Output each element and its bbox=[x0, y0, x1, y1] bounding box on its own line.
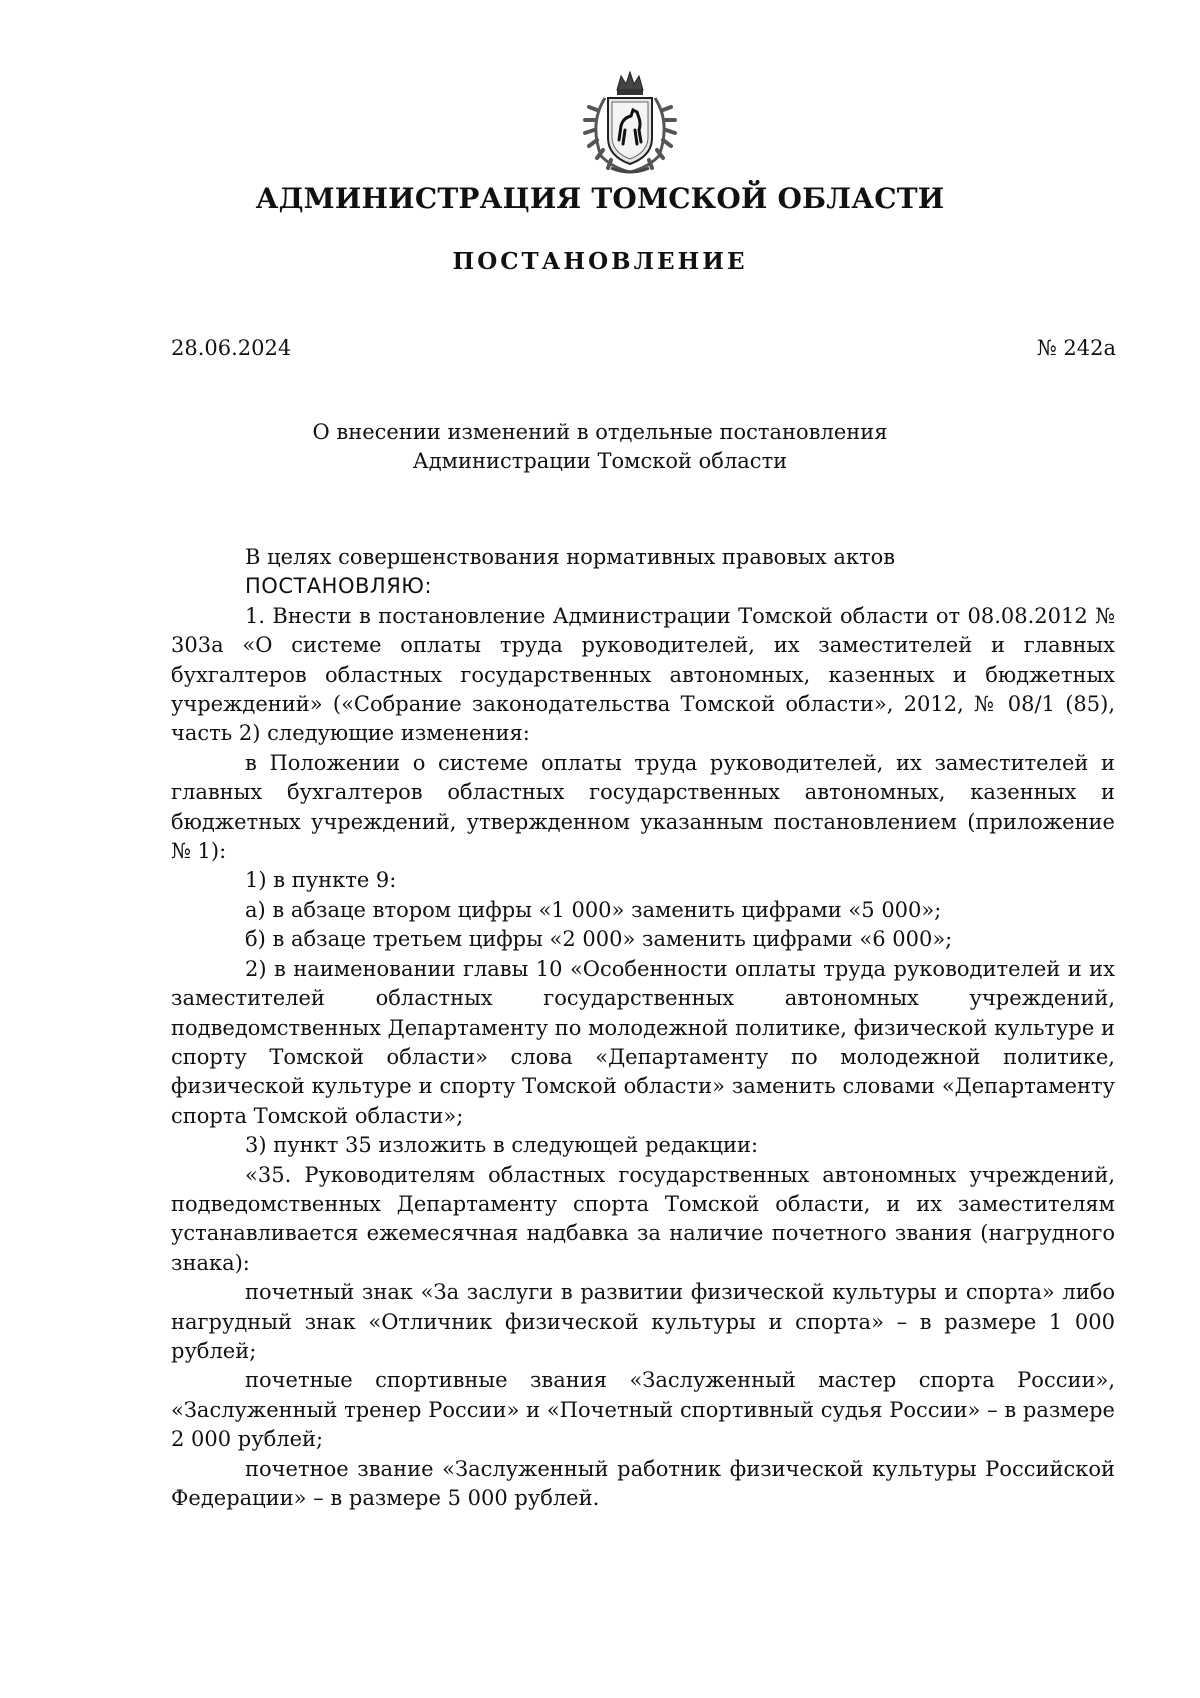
body-paragraph: в Положении о системе оплаты труда руководителей, их заместителей и главных бухгалтеров областных государственных автономных, казенных и бюджетных учреждений, утвержденном указанным постановлением (приложение № 1): bbox=[171, 750, 1115, 864]
document-number: № 242а bbox=[1036, 336, 1116, 360]
body-paragraph: а) в абзаце втором цифры «1 000» заменить цифрами «5 000»; bbox=[245, 897, 942, 922]
body-paragraph: б) в абзаце третьем цифры «2 000» заменить цифрами «6 000»; bbox=[245, 927, 953, 952]
body-paragraph: 1. Внести в постановление Администрации Томской области от 08.08.2012 № 303а «О системе оплаты труда руководителей, их заместителей и главных бухгалтеров областных государственных автономных, казенных и бюджетных учреждений» («Собрание законодательства Томской области», 2012, № 08/1 (85), часть 2) следующие изменения: bbox=[171, 603, 1115, 746]
body-paragraph: 2) в наименовании главы 10 «Особенности оплаты труда руководителей и их заместителей областных государственных автономных учреждений, подведомственных Департаменту по молодежной политике, физической культуре и спорту Томской области» слова «Департаменту по молодежной политике, физической культуре и спорту Томской области» заменить словами «Департаменту спорта Томской области»; bbox=[171, 956, 1115, 1128]
decree-word: ПОСТАНОВЛЯЮ: bbox=[245, 574, 433, 599]
body-paragraph: почетное звание «Заслуженный работник физической культуры Российской Федерации» – в размере 5 000 рублей. bbox=[171, 1456, 1115, 1510]
organization-title: АДМИНИСТРАЦИЯ ТОМСКОЙ ОБЛАСТИ bbox=[255, 182, 945, 215]
body-paragraph: 3) пункт 35 изложить в следующей редакции: bbox=[245, 1133, 759, 1158]
document-type: ПОСТАНОВЛЕНИЕ bbox=[452, 248, 748, 275]
body-paragraph: почетный знак «За заслуги в развитии физической культуры и спорта» либо нагрудный знак «Отличник физической культуры и спорта» – в размере 1 000 рублей; bbox=[171, 1280, 1115, 1363]
document-date: 28.06.2024 bbox=[171, 336, 292, 360]
tomsk-oblast-coat-of-arms-icon bbox=[575, 68, 685, 180]
document-subject bbox=[0, 418, 1200, 476]
body-paragraph: почетные спортивные звания «Заслуженный мастер спорта России», «Заслуженный тренер России» и «Почетный спортивный судья России» – в размере 2 000 рублей; bbox=[171, 1368, 1115, 1452]
subject-line: Администрации Томской области bbox=[412, 449, 788, 473]
document-body bbox=[171, 543, 1115, 1513]
body-paragraph: 1) в пункте 9: bbox=[245, 868, 397, 893]
preamble: В целях совершенствования нормативных правовых актов bbox=[245, 545, 896, 569]
body-paragraph: «35. Руководителям областных государственных автономных учреждений, подведомственных Департаменту спорта Томской области, и их заместителям устанавливается ежемесячная надбавка за наличие почетного звания (нагрудного знака): bbox=[171, 1162, 1115, 1275]
subject-line: О внесении изменений в отдельные постановления bbox=[312, 420, 888, 444]
